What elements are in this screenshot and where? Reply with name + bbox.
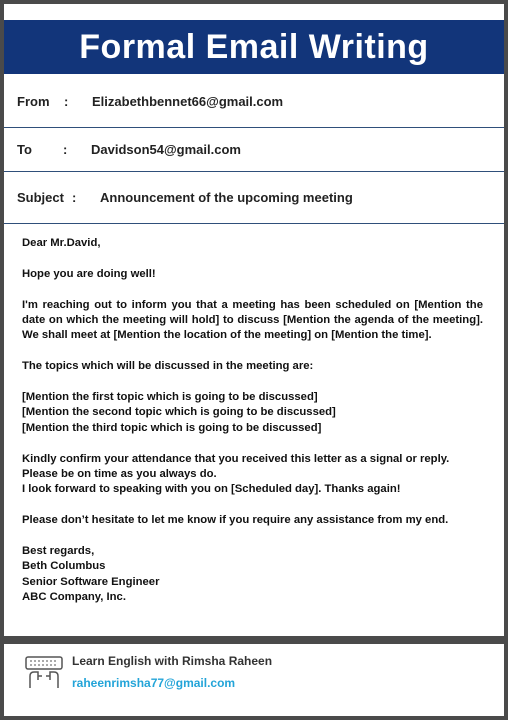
from-colon: : — [64, 94, 69, 109]
topics-intro: The topics which will be discussed in the meeting are: — [22, 360, 314, 373]
email-body — [22, 236, 483, 606]
confirm-paragraph — [22, 452, 483, 498]
look-forward-line: I look forward to speaking with you on [Scheduled day]. Thanks again! — [22, 483, 401, 496]
opening-line: Hope you are doing well! — [22, 267, 156, 280]
sender-role: Senior Software Engineer — [22, 575, 160, 588]
sign-off: Best regards, — [22, 545, 95, 558]
subject-label: Subject — [17, 190, 64, 205]
topic-item: [Mention the third topic which is going to be discussed] — [22, 421, 322, 434]
sender-company: ABC Company, Inc. — [22, 591, 126, 604]
subject-colon: : — [72, 190, 77, 205]
title-banner — [4, 20, 504, 74]
to-colon: : — [63, 142, 68, 157]
keyboard-hands-icon — [24, 654, 64, 690]
to-label: To — [17, 142, 32, 157]
meeting-paragraph: I'm reaching out to inform you that a meeting has been scheduled on [Mention the date on which the meeting will hold] to discuss [Mention the agenda of the meeting]. We shall meet at [Mention the location of the meeting] on [Mention the time]. — [22, 298, 483, 342]
signature-block — [22, 544, 483, 606]
topic-item: [Mention the second topic which is going to be discussed] — [22, 406, 336, 419]
punctual-line: Please be on time as you always do. — [22, 468, 217, 481]
email-sheet — [4, 4, 504, 636]
confirm-line: Kindly confirm your attendance that you received this letter as a signal or reply. — [22, 452, 450, 465]
footer — [4, 644, 504, 716]
sender-name: Beth Columbus — [22, 560, 106, 573]
from-value[interactable]: Elizabethbennet66@gmail.com — [92, 94, 284, 109]
assistance-paragraph: Please don’t hesitate to let me know if you require any assistance from my end. — [22, 514, 449, 527]
footer-author: Learn English with Rimsha Raheen — [72, 654, 273, 668]
subject-row — [4, 172, 504, 224]
from-label: From — [17, 94, 50, 109]
page-title: Formal Email Writing — [79, 27, 429, 66]
topics-list — [22, 390, 483, 436]
to-value[interactable]: Davidson54@gmail.com — [91, 142, 241, 157]
subject-value[interactable]: Announcement of the upcoming meeting — [100, 190, 353, 205]
greeting: Dear Mr.David, — [22, 237, 101, 249]
footer-email-link[interactable]: raheenrimsha77@gmail.com — [72, 676, 236, 690]
from-row — [4, 76, 504, 128]
to-row — [4, 128, 504, 172]
topic-item: [Mention the first topic which is going to be discussed] — [22, 391, 318, 403]
